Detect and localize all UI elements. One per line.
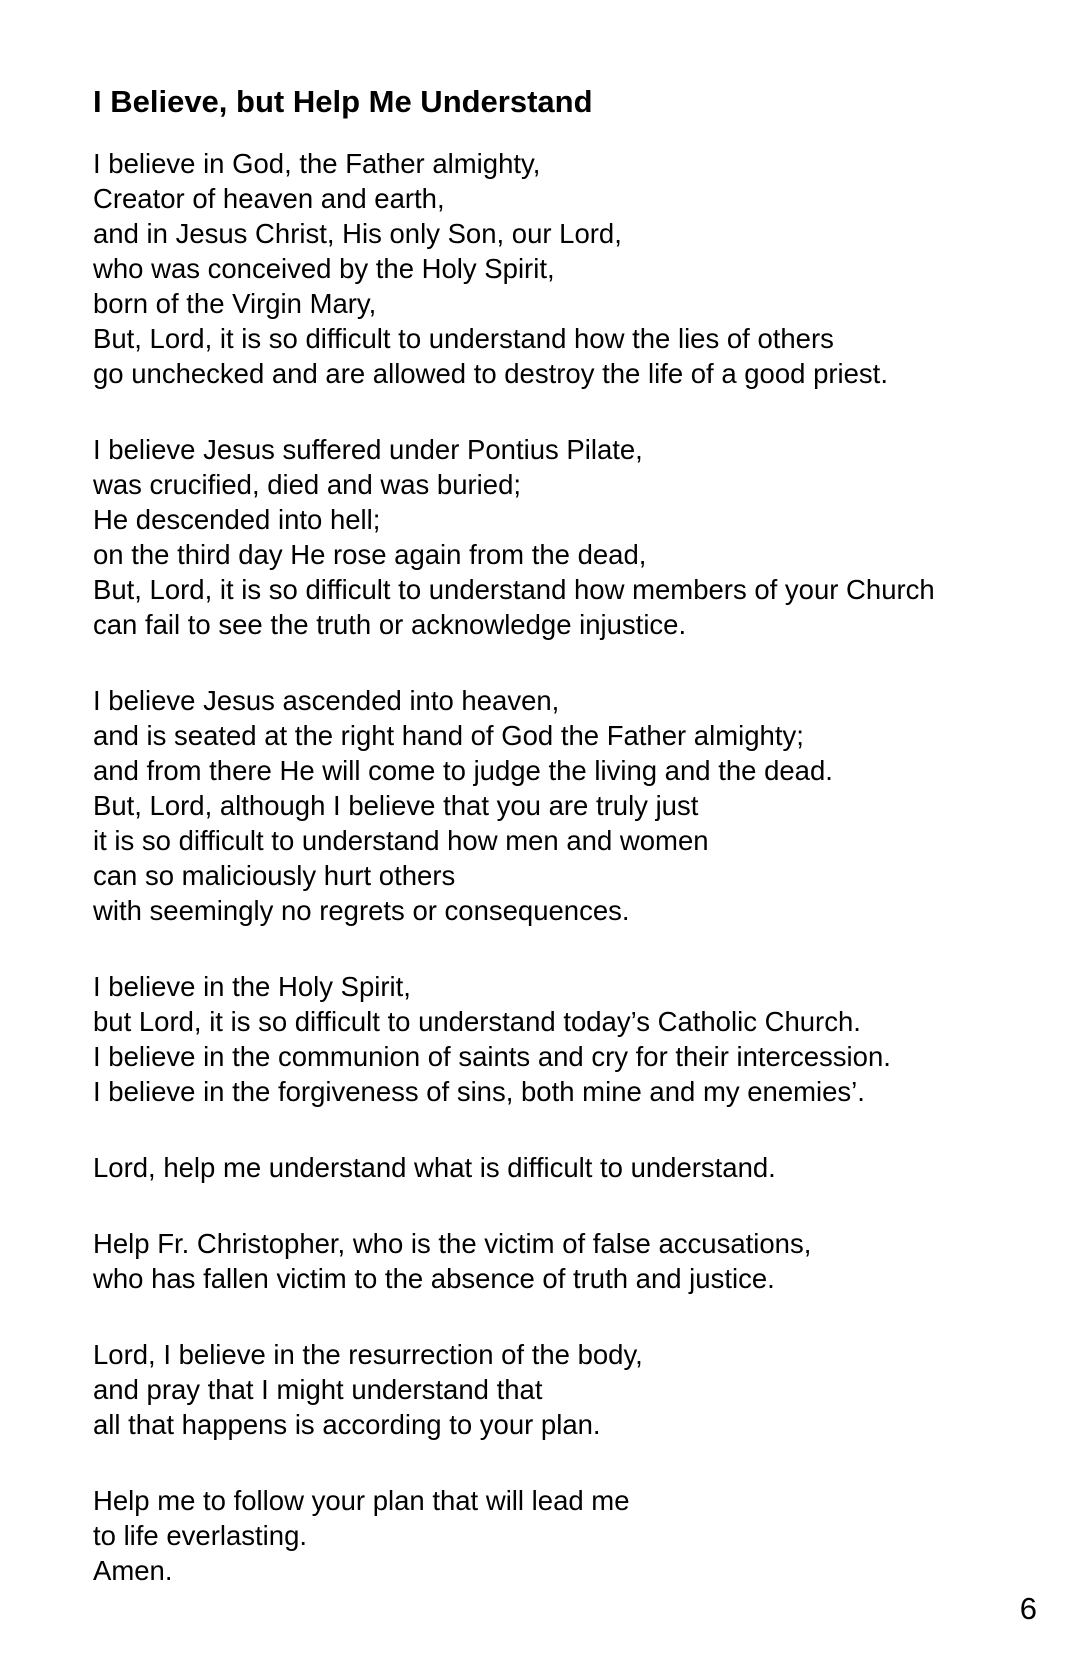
prayer-line: I believe in the forgiveness of sins, both mine and my enemies’.	[93, 1076, 865, 1107]
stanza	[93, 1150, 993, 1185]
prayer-line: and pray that I might understand that	[93, 1374, 543, 1405]
stanza	[93, 432, 993, 642]
prayer-line: who was conceived by the Holy Spirit,	[93, 253, 555, 284]
stanza	[93, 683, 993, 928]
prayer-line: go unchecked and are allowed to destroy the life of a good priest.	[93, 358, 888, 389]
prayer-line: I believe in God, the Father almighty,	[93, 148, 541, 179]
prayer-line: I believe in the communion of saints and cry for their intercession.	[93, 1041, 891, 1072]
prayer-line: but Lord, it is so difficult to understand today’s Catholic Church.	[93, 1006, 861, 1037]
prayer-line: and in Jesus Christ, His only Son, our Lord,	[93, 218, 622, 249]
prayer-line: who has fallen victim to the absence of truth and justice.	[93, 1263, 775, 1294]
prayer-line: Lord, I believe in the resurrection of the body,	[93, 1339, 643, 1370]
prayer-line: Lord, help me understand what is difficult to understand.	[93, 1152, 776, 1183]
prayer-line: Help me to follow your plan that will lead me	[93, 1485, 630, 1516]
prayer-line: to life everlasting.	[93, 1520, 307, 1551]
prayer-line: I believe in the Holy Spirit,	[93, 971, 411, 1002]
page-number: 6	[1019, 1591, 1037, 1626]
prayer-line: But, Lord, it is so difficult to understand how members of your Church	[93, 574, 935, 605]
prayer-line: all that happens is according to your plan.	[93, 1409, 601, 1440]
prayer-content	[93, 84, 993, 1588]
prayer-line: But, Lord, it is so difficult to understand how the lies of others	[93, 323, 834, 354]
prayer-line: Creator of heaven and earth,	[93, 183, 445, 214]
stanza	[93, 1483, 993, 1588]
stanza	[93, 969, 993, 1109]
prayer-line: He descended into hell;	[93, 504, 381, 535]
prayer-line: and from there He will come to judge the living and the dead.	[93, 755, 833, 786]
prayer-line: Help Fr. Christopher, who is the victim of false accusations,	[93, 1228, 812, 1259]
prayer-line: Amen.	[93, 1555, 173, 1586]
stanza	[93, 146, 993, 391]
stanza	[93, 1337, 993, 1442]
prayer-line: I believe Jesus suffered under Pontius Pilate,	[93, 434, 643, 465]
prayer-line: born of the Virgin Mary,	[93, 288, 377, 319]
prayer-line: it is so difficult to understand how men and women	[93, 825, 709, 856]
stanza	[93, 1226, 993, 1296]
prayer-line: was crucified, died and was buried;	[93, 469, 522, 500]
prayer-line: can so maliciously hurt others	[93, 860, 456, 891]
prayer-line: on the third day He rose again from the dead,	[93, 539, 647, 570]
prayer-line: But, Lord, although I believe that you are truly just	[93, 790, 699, 821]
prayer-line: and is seated at the right hand of God the Father almighty;	[93, 720, 804, 751]
prayer-line: I believe Jesus ascended into heaven,	[93, 685, 560, 716]
prayer-line: with seemingly no regrets or consequences.	[93, 895, 630, 926]
prayer-line: can fail to see the truth or acknowledge injustice.	[93, 609, 687, 640]
page-title: I Believe, but Help Me Understand	[93, 84, 593, 119]
prayer-body	[93, 146, 993, 1588]
